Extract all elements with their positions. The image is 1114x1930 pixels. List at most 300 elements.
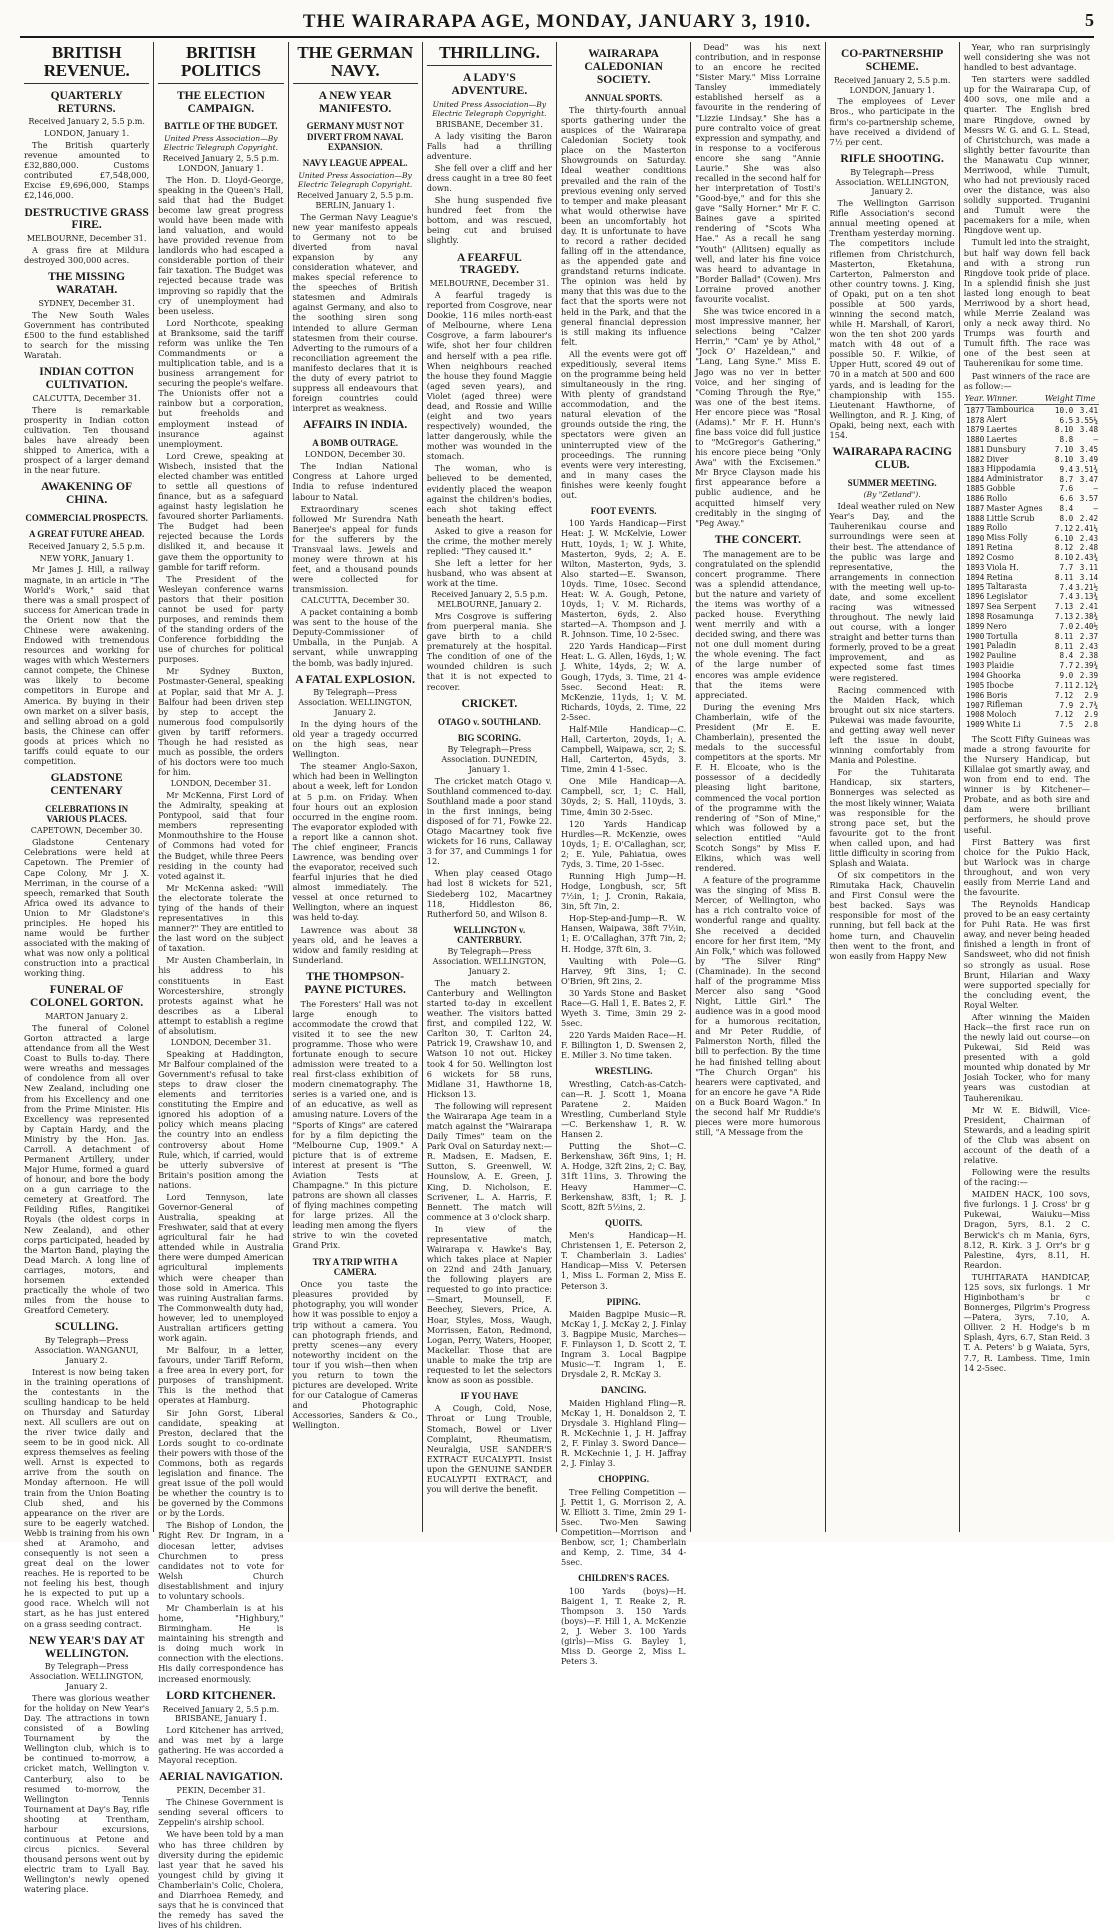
table-cell: Tortulla <box>986 631 1018 641</box>
table-cell: 8.7 <box>1059 474 1074 484</box>
dateline: Received January 2, 5.5 p.m. <box>28 117 145 127</box>
article-paragraph: 100 Yards Handicap—First Heat: J. W. McKelvie, Lower Hutt, 10yds, 1; W. J. White, Masterton, 9yds, 2; A. E. Wilton, Masterton, 9yds, 3. Also started—E. Swanson, 10yds. Time, 10sec. Second Heat: W. A. Gough, Petone, 10yds, 1; V. M. Richards, Masterton, 6yds, 2. Also started—A. Thompson and J. R. Johnson. Time, 10 2-5sec. <box>561 518 687 640</box>
table-cell: Taltarasta <box>986 582 1028 592</box>
table-cell: 7.11 <box>1054 680 1074 690</box>
article-paragraph: The match between Canterbury and Wellington started to-day in excellent weather. The visitors batted first, and compiled 122, W. Carlton 30, T. Carlton 24, Patrick 19, Crawshaw 10, and Watson 10 not out. Hickey took 4 for 50. Wellington lost 6 wickets for 58 runs, Midlane 31, Hawthorne 18, Hickson 13. <box>426 977 552 1099</box>
article-paragraph: Wrestling, Catch-as-Catch-can—R. J. Scott 1, Moana Paratene 2. Maiden Wrestling, Cumberland Style—C. Berkenshaw 1, R. W. Hansen 2. <box>561 1078 687 1140</box>
table-cell: 1907 <box>966 700 985 710</box>
article-paragraph: The President of the Wesleyan conference warns pastors that their position cannot be used for party purposes, and reminds them of the standing orders of the Conference forbidding the use of churches for political purposes. <box>158 573 284 665</box>
article-paragraph: She fell over a cliff and her dress caught in a tree 80 feet down. <box>426 162 552 194</box>
table-row <box>964 691 1099 701</box>
table-row <box>964 553 1099 563</box>
table-cell: Nero <box>986 621 1007 631</box>
headline: OTAGO v. SOUTHLAND. <box>437 716 541 727</box>
article-paragraph: The cricket match Otago v. Southland commenced to-day. Southland made a poor stand in the first innings, being disposed of for 71, Fowke 22. Otago Macartney took five wickets for 16 runs, Callaway 3 for 37, and Cummings 1 for 12. <box>426 775 552 867</box>
table-row <box>964 464 1099 474</box>
table-cell: 1909 <box>966 720 985 730</box>
dateline: Received January 2, 5.5 p.m. LONDON, January 1. <box>162 154 280 173</box>
headline: CHOPPING. <box>598 1474 649 1485</box>
table-cell: Viola H. <box>986 562 1019 572</box>
table-row <box>964 710 1099 720</box>
table-cell: 1884 <box>966 474 985 484</box>
article-paragraph: Racing commenced with the Maiden Hack, which brought out six nice starters. Pukewai was made favourite, and getting away well never left the issue in doubt, winning comfortably from Mania and Polestine. <box>829 684 955 766</box>
article-paragraph: She was twice encored in a most impressive manner, her selections being "Calzer Herrin," "Cam' ye by Athol," "Jock O' Hazeldean," and "Lang, Lang Syne." Miss E. Jago was no ver in better voice, and her singing of "Coming Through the Rye," was one of the best items. Her encore piece was "Rosal (Adams)." Mr F. H. Hunn's fine bass voice did full justice to "McGregor's Gathering," his encore piece being "Only Awa" with the Excisemen." Mr Bryce Clayson made his first appearance before a public audience, and he acquitted himself very creditably in the singing of "Peg Away." <box>695 306 821 528</box>
table-cell: 2.38 <box>1079 651 1099 661</box>
article-paragraph: All the events were got off expeditiously, several items on the programme being held simultaneously in the ring. With plenty of grandstand accommodation, and the natural elevation of the grounds outside the ring, the spectators were given an uninterrupted view of the proceedings. The running events were very interesting, and in many cases the finishes were keenly fought out. <box>561 348 687 500</box>
table-cell: 7.6 <box>1059 484 1074 494</box>
table-cell: 1899 <box>966 621 985 631</box>
headline: WAIRARAPA CALEDONIAN SOCIETY. <box>584 48 663 86</box>
table-cell: Boris <box>986 690 1008 700</box>
table-cell: 7.7 <box>1059 661 1074 671</box>
table-row <box>964 425 1099 435</box>
table-row <box>964 582 1099 592</box>
article-paragraph: The Hon. D. Lloyd-George, speaking in the Queen's Hall, said that had the Budget become law great progress would have been made with land valuation, and would have provided revenue from landlords who had escaped a considerable portion of their fair taxation. The Budget was rejected because trade was improving so rapidly that the cry of unemployment had been useless. <box>158 174 284 316</box>
article-paragraph: The Wellington Garrison Rifle Association's second annual meeting opened at Trentham yesterday morning. The competitors include riflemen from Christchurch, Masterton, Eketahuna, Carterton, Palmerston and other country towns. J. King, of Opaki, put on a ten shot possible at 500 yards, winning the second match, while H. Marshall, of Karori, won the ten shot 200 yards match with 48 out of a possible 50. F. Wilkie, of Upper Hutt, scored 49 out of 70 in a match at 500 and 600 yards, and is leading for the championship with 155. Lieutenant Hawthorne, of Wellington, and R. J. King, of Opaki, being next, each with 154. <box>829 198 955 440</box>
article-paragraph: For the Tuhitarata Handicap, six starters, Bonnerges was selected as the most likely winner, Waiata was responsible for the strong pace set, but the favourite got to the front when called upon, and had little difficulty in scoring from Splash and Waiata. <box>829 767 955 868</box>
headline: THRILLING. <box>427 44 552 66</box>
table-header-cell: Year. <box>964 393 986 405</box>
table-row <box>964 523 1099 533</box>
headline: BATTLE OF THE BUDGET. <box>164 121 278 132</box>
table-cell: 1881 <box>966 445 985 455</box>
table-cell: Master Agnes <box>986 503 1043 513</box>
article-paragraph: Vaulting with Pole—G. Harvey, 9ft 3ins, 1; C. O'Brien, 9ft 2ins, 2. <box>561 955 687 986</box>
article-paragraph: Tree Felling Competition — J. Pettit 1, G. Morrison 2, A. W. Elliott 3. Time, 2min 29 1-5sec. Two-Men Sawing Competition—Morrison and Benbow, scr, 1; Chamberlain and Kemp, 2. Time, 34 4-5sec. <box>561 1486 687 1568</box>
table-cell: 1904 <box>966 671 985 681</box>
credit-line: United Press Association—By Electric Telegraph Copyright. <box>297 170 413 189</box>
headline: NAVY LEAGUE APPEAL. <box>302 158 408 169</box>
table-cell: 8.4 <box>1059 651 1074 661</box>
table-cell: 9.0 <box>1059 671 1074 681</box>
table-cell: Miss Folly <box>986 533 1028 543</box>
table-header-cell: Winner. <box>985 393 1044 405</box>
column-7 <box>826 42 960 1532</box>
credit-line: United Press Association—By Electric Telegraph Copyright. <box>163 133 279 152</box>
table-cell: Alert <box>986 415 1007 425</box>
table-row <box>964 445 1099 455</box>
article-paragraph: Asked to give a reason for the crime, the mother merely replied: "They caused it." <box>426 525 552 557</box>
table-cell: — <box>1093 435 1099 445</box>
article-paragraph: Mr McKenna, First Lord of the Admiralty, speaking at Pontypool, said that four members representing Monmouthshire to the House of Commons had voted for the Budget, while three Peers residing in the county had voted against it. <box>158 790 284 881</box>
table-cell: Rollo <box>986 493 1008 503</box>
table-cell: 1892 <box>966 553 985 563</box>
dateline: MARTON January 2. <box>45 1012 129 1022</box>
table-cell: 8.0 <box>1059 513 1074 523</box>
table-header-cell: Time <box>1074 393 1099 405</box>
article-paragraph: Mr Austen Chamberlain, in his address to his constituents in East Worcestershire, strongly protests against what he describes as a Liberal attempt to establish a regime of absolutism. <box>158 955 284 1036</box>
table-row <box>964 514 1099 524</box>
table-row <box>964 720 1099 730</box>
article-paragraph: The steamer Anglo-Saxon, which had been in Wellington about a week, left for London at 5 p.m. on Friday. When four hours out an explosion occurred in the engine room. The evaporator exploded with a report like a cannon shot. The chief engineer, Francis Lawrence, was bending over the evaporator, received such fearful injuries that he died almost immediately. The vessel at once returned to Wellington, where an inquest was held to-day. <box>292 761 418 923</box>
table-cell: 2.39 <box>1079 671 1099 681</box>
article-paragraph: Lord Crewe, speaking at Wisbech, insisted that the elected chamber was entitled to settle all questions of finance, but as a safeguard against hasty legislation he favoured shorter Parliaments. The Budget had been rejected because the Lords disliked it, and because it gave them the opportunity to gamble for tariff reform. <box>158 450 284 572</box>
article-paragraph: Sir John Gorst, Liberal candidate, speaking at Preston, declared that the Lords sought to co-ordinate their powers with those of the Commons, both as regards legislation and finance. The great issue of the poll would be whether the country is to be governed by the Commons or by the Lords. <box>158 1407 284 1519</box>
table-cell: 10.0 <box>1054 405 1074 415</box>
article-paragraph: A Cough, Cold, Nose, Throat or Lung Trouble, Stomach, Bowel or Liver Complaint, Rheumatism, Neuralgia, USE SANDER'S EXTRACT EUCALYPTI. Insist upon the GENUINE SANDER EUCALYPTI EXTRACT, and you will derive the benefit. <box>426 1403 552 1495</box>
table-cell: 8.10 <box>1054 425 1074 435</box>
article-paragraph: Following were the results of the racing:— <box>963 1167 1090 1188</box>
headline: NEW YEAR'S DAY AT WELLINGTON. <box>28 1634 145 1660</box>
headline: A FEARFUL TRAGEDY. <box>456 251 522 277</box>
table-cell: Retina <box>986 543 1013 553</box>
headline: CELEBRATIONS IN VARIOUS PLACES. <box>45 803 129 825</box>
article-paragraph: Lord Tennyson, late Governor-General of Australia, speaking at Freshwater, said that at every agricultural fair he had attended while in Australia there were dumped American agricultural implements which were cheaper than those sold in America. This was ruining Australian farms. The Commonwealth duty had, however, led to unemployed Australian artificers getting work again. <box>158 1191 284 1343</box>
article-paragraph: The Chinese Government is sending several officers to Zeppelin's airship school. <box>158 1797 284 1828</box>
table-cell: 9.4 <box>1059 464 1074 474</box>
headline: AWAKENING OF CHINA. <box>41 481 133 507</box>
table-row <box>964 651 1099 661</box>
dateline: By Telegraph—Press Association. WELLINGTON, January 2. <box>29 1662 144 1692</box>
article-paragraph: Dead" was his next contribution, and in response to an encore he recited "Sister Mary." Miss Lorraine Tansley immediately established herself as a favourite in the rendering of "Lizzie Lindsay." She has a pure contralto voice of great expression and sympathy, and in response to a vociferous encore she sang "Annie Laurie." She was also recalled in the second half for her interpretation of Tosti's "Good-bye," and for this she gave "Sally Horner." Mr F. C. Baines gave a spirited rendering of "Scots Wha Hae." As a recall he sang "Youth" (Allitsen) equally as well, and later his fine voice was heard to advantage in "Border Ballad" (Cowen). Mrs Lorraine proved another favourite vocalist. <box>695 42 821 304</box>
table-cell: 1878 <box>966 415 985 425</box>
article-paragraph: Interest is now being taken in the training operations of the contestants in the sculling handicap to be held on Thursday and Saturday next. All scullers are out on the river twice daily and seem to be in good nick. All express themselves as feeling well. Arnst is expected to arrive from the south on Monday afternoon. He will train from the Union Boating Club shed, and his appearance on the river are sure to be eagerly watched. Webb is training from his own shed at Aramoho, and consequently is not seen a great deal on the lower reaches. He is reported to be not feeling his best, though he is expected to put up a good race. Whelch will not start, as he has just entered on a grass seeding contract. <box>24 1366 150 1629</box>
table-cell: 1879 <box>966 425 985 435</box>
table-cell: 1887 <box>966 504 985 514</box>
table-row <box>964 592 1099 602</box>
table-cell: 2.8 <box>1084 720 1099 730</box>
article-paragraph: MAIDEN HACK, 100 sovs, five furlongs. 1 J. Cross' br g Pukewai, Waiuku—Miss Dragon, 5yrs, 8.1. 2 C. Berwick's ch m Mania, 6yrs, 8.12, R. Kirk. 3 J. Orr's br g Palestine, 4yrs, 8.11, H. Reardon. <box>963 1189 1090 1270</box>
table-cell: 3.48 <box>1079 425 1099 435</box>
table-cell: 7.13 <box>1054 612 1074 622</box>
headline: THE ELECTION CAMPAIGN. <box>176 89 265 115</box>
table-cell: 2.41 <box>1079 602 1099 612</box>
column-8 <box>960 42 1099 1532</box>
table-cell: 7.10 <box>1054 445 1074 455</box>
table-cell: Laertes <box>986 434 1018 444</box>
article-paragraph: The funeral of Colonel Gorton attracted a large attendance from all the West Coast to Bulls to-day. There were wreaths and messages of condolence from all over New Zealand, including one from his Excellency and one from the Prime Minister. His Excellency was represented by Captain Hardy, and the Ministry by the Hon. Jas. Carroll. A detachment of Permanent Artillery, under Major Hume, formed a guard of honour, and bore the body on a gun carriage to the cemetery at Greatford. The Feilding Rifles, Rangitikei Royals (the oldest corps in New Zealand), and other corps participated, headed by the Marton Band, playing the Dead March. A long line of carriages, motors, and horsemen extended practically the whole of two miles from the house to Greatford Cemetery. <box>24 1022 150 1316</box>
table-cell: 2.12¾ <box>1075 680 1099 690</box>
table-cell: 7.7 <box>1059 562 1074 572</box>
table-cell: — <box>1093 484 1099 494</box>
table-cell: 1906 <box>966 690 985 700</box>
table-row <box>964 700 1099 710</box>
dateline: By Telegraph—Press Association. DUNEDIN, January 1. <box>441 745 538 774</box>
table-cell: 7.0 <box>1059 621 1074 631</box>
headline: CO-PARTNERSHIP SCHEME. <box>841 48 944 73</box>
article-paragraph: Men's Handicap—H. Christensen 1, E. Peterson 2, T. Chamberlain 3. Ladies' Handicap—Miss V. Petersen 1, Miss L. Forman 2, Miss E. Peterson 3. <box>561 1230 687 1291</box>
headline: BRITISH POLITICS <box>158 44 283 84</box>
article-paragraph: Maiden Highland Fling—R. McKay 1, H. Donaldson 2, T. Drysdale 3. Highland Fling—R. McKechnie 1, J. H. Jaffray 2, F. Finlay 3. Sword Dance—R. McKechnie 1, J. H. Jaffray 2, J. Finlay 3. <box>561 1397 687 1469</box>
article-paragraph: The German Navy League's new year manifesto appeals to Germany not to be diverted from naval expansion by any consideration whatever, and makes special reference to the speeches of British statesmen and Admirals against Germany, and also to the soothing siren song intended to allure German statesmen from their course. Adverting to the rumours of a reconciliation agreement the manifesto declares that it is the duty of every patriot to suppress all endeavours that foreign countries could interpret as weakness. <box>292 211 418 414</box>
table-cell: 1905 <box>966 680 985 690</box>
headline: INDIAN COTTON CULTIVATION. <box>39 366 134 392</box>
table-row <box>964 671 1099 681</box>
article-paragraph: Tumult led into the straight, but half way down fell back and with a strong run Ringdove took pride of place. In a splendid finish she just lasted long enough to beat Merriwood by a short head, while Merrie Zealand was only a neck away third. No Trumps was fourth and Tumult fifth. The race was one of the best seen at Tauherenikau for some time. <box>963 237 1090 369</box>
headline: A LADY'S ADVENTURE. <box>451 71 528 97</box>
article-paragraph: Of six competitors in the Rimutaka Hack, Chauvelin and First Consul were the best backed. Says was responsible for most of the running, but fell back at the home turn, and Chauvelin then went to the front, and won easily from Happy New <box>829 870 955 961</box>
headline: IF YOU HAVE <box>460 1391 519 1402</box>
table-cell: 7.13 <box>1054 602 1074 612</box>
credit-line: United Press Association—By Electric Telegraph Copyright. <box>432 99 547 118</box>
table-cell: 8.4 <box>1059 504 1074 514</box>
headline: BRITISH REVENUE. <box>24 44 149 84</box>
headline: A NEW YEAR MANIFESTO. <box>318 89 392 115</box>
table-cell: 3.21½ <box>1075 582 1099 592</box>
table-row <box>964 622 1099 632</box>
article-paragraph: Speaking at Haddington, Mr Balfour complained of the Government's refusal to take steps to draw closer the elements and territories constituting the Empire and ignored his adoption of a policy which means placing the country into an endless controversy about Home Rule, which, if carried, would be utterly subversive of Britain's position among the nations. <box>158 1048 284 1190</box>
table-cell: 1890 <box>966 533 985 543</box>
table-row <box>964 641 1099 651</box>
table-header-cell: Weight <box>1044 393 1074 405</box>
article-paragraph: Hop-Step-and-Jump—R. W. Hansen, Waipawa, 38ft 7½in, 1; E. O'Callaghan, 37ft 7in, 2; H. Hodge, 37ft 6in, 3. <box>561 913 687 954</box>
article-paragraph: The Reynolds Handicap proved to be an easy certainty for Puhi Rata. He was first away, and never being headed finished a length in front of Sandsweet, who did not finish so strongly as usual. Rose Brunt, Hilarian and Waxy were supported specially for the concluding event, the Royal Welter. <box>963 899 1090 1010</box>
column-2 <box>154 42 288 1930</box>
article-paragraph: Year, who ran surprisingly well considering she was not handled to best advantage. <box>963 42 1090 73</box>
column-4 <box>423 42 557 1532</box>
article-paragraph: The British quarterly revenue amounted to £32,880,000. Customs contributed £7,548,000, Excise £9,696,000, Stamps £2,146,000. <box>24 140 150 201</box>
headline: AFFAIRS IN INDIA. <box>302 419 408 432</box>
table-row <box>964 405 1099 415</box>
table-cell: Pauline <box>986 651 1017 661</box>
table-cell: Legislator <box>986 592 1028 602</box>
table-cell: 8.11 <box>1054 572 1074 582</box>
column-6 <box>691 42 825 1532</box>
article-paragraph: A lady visiting the Baron Falls had a thrilling adventure. <box>426 130 552 161</box>
table-row <box>964 612 1099 622</box>
table-cell: 2.48 <box>1079 543 1099 553</box>
table-cell: Rifleman <box>986 700 1023 710</box>
table-cell: 2.9 <box>1084 690 1099 700</box>
page-number: 5 <box>1085 10 1094 30</box>
table-row <box>964 415 1099 425</box>
table-row <box>964 494 1099 504</box>
table-row <box>964 543 1099 553</box>
table-cell: 2.7¾ <box>1079 700 1099 710</box>
article-paragraph: The New South Wales Government has contributed £500 to the fund established to search for the missing Waratah. <box>24 309 150 361</box>
table-cell: 6.6 <box>1059 494 1074 504</box>
table-cell: Hippodamia <box>986 464 1036 474</box>
article-paragraph: Maiden Bagpipe Music—R. McKay 1, J. McKay 2, J. Finlay 3. Bagpipe Music, Marches—F. Finlayson 1, D. Scott 2, T. Ingram 3. Local Bagpipe Music—T. Ingram 1, E. Drysdale 2, R. McKay 3. <box>561 1308 687 1380</box>
table-cell: 2.43¾ <box>1075 553 1099 563</box>
article-paragraph: In view of the representative match, Wairarapa v. Hawke's Bay, which takes place at Napier on 22nd and 24th January, the following players are requested to go into practice:—Smart, Mounsell, F. Beechey, Sievers, Price, A. Hoar, Styles, Moss, Waugh, Morrissen, Eaton, Redmond, Logan, Perry, Waters, Hooper, Mackellar. Those that are unable to make the trip are requested to let the selectors know as soon as possible. <box>426 1223 552 1385</box>
article-paragraph: A packet containing a bomb was sent to the house of the Deputy-Commissioner of Umballa, in the Punjab. A servant, while unwrapping the bomb, was badly injured. <box>292 607 418 668</box>
table-cell: 1900 <box>966 631 985 641</box>
table-cell: 1908 <box>966 710 985 720</box>
table-row <box>964 563 1099 573</box>
table-row <box>964 632 1099 642</box>
table-row <box>964 474 1099 484</box>
table-cell: 3.49 <box>1079 454 1099 464</box>
table-cell: 1893 <box>966 562 985 572</box>
article-paragraph: The management are to be congratulated on the splendid concert programme. There was a splendid attendance, but the nature and variety of the items was worthy of a packed house. Everything went merrily and with a decided swing, and there was not one dull moment during the whole evening. The fact of the large number of encores was ample evidence that the items were appreciated. <box>695 548 821 700</box>
table-cell: Rollo <box>986 523 1008 533</box>
table-row <box>964 455 1099 465</box>
headline: A GREAT FUTURE AHEAD. <box>29 529 145 540</box>
headline: PIPING. <box>606 1296 641 1307</box>
headline: CRICKET. <box>461 697 518 710</box>
credit-line: (By "Zetland"). <box>863 490 921 500</box>
article-paragraph: 100 Yards (boys)—H. Baigent 1, T. Reake 2, R. Thompson 3. 150 Yards (boys)—F. Hill 1, A. McKenzie 2, J. Weber 3. 100 Yards (girls)—Miss G. Bayley 1, Miss D. George 2, Miss L. Peters 3. <box>561 1585 687 1667</box>
article-paragraph: Running High Jump—H. Hodge, Longbush, scr, 5ft 7½in, 1; J. Cronin, Rakaia, 3in, 5ft 7in, 2. <box>561 871 687 912</box>
headline: THE GERMAN NAVY. <box>293 44 418 84</box>
table-cell: 2.40½ <box>1075 621 1099 631</box>
table-cell: — <box>1093 504 1099 514</box>
article-paragraph: Once you taste the pleasures provided by photography, you will wonder how it was possible to enjoy a trip without a camera. You can photograph friends, and pretty scenes—any every noteworthy incident on the tour if you wish—then when you return to town the pictures are developed. Write for our Catalogue of Cameras and Photographic Accessories, Sanders & Co., Wellington. <box>292 1279 418 1431</box>
table-cell: 7.4 <box>1059 592 1074 602</box>
dateline: Received January 2, 5.5 p.m. MELBOURNE, January 2. <box>431 590 548 610</box>
article-paragraph: Mr James J. Hill, a railway magnate, in an article in "The World's Work," said that there was a small prospect of success for American trade in the Orient now that the Chinese were awakening. Endowed with tremendous resources and working for wages with which Westerners cannot compete, the Chinese was likely to become competitors in Europe and America. By buying in their own market on a silver basis, and selling abroad on a gold basis, the Chinese can offer goods at prices which no tariffs could equate to our competition. <box>24 564 150 766</box>
article-paragraph: Ten starters were saddled up for the Wairarapa Cup, of 400 sovs, one mile and a quarter. The English bred mare Ringdove, owned by Messrs W. G. and G. L. Stead, of Christchurch, was made a slightly better favourite than the Manawatu Cup winner, Merriwood, while Tumult, who had not previously raced over the distance, was also solidly supported. Truganini and Tumult were the pacemakers for a mile, when Ringdove went up. <box>963 74 1090 236</box>
table-row <box>964 435 1099 445</box>
article-paragraph: The following will represent the Wairarapa Age team in a match against the "Wairarapa Daily Times" team on the Park Oval on Saturday next:—R. Madsen, E. Madsen, E. Sutton, S. Greenwell, W. Hounslow, A. E. Green, J. King, D. Nicholson, E. Scrivener, L. A. Harris, F. Bennett. The match will commence at 3 o'clock sharp. <box>426 1100 552 1222</box>
article-paragraph: Mr Sydney Buxton, Postmaster-General, speaking at Poplar, said that Mr A. J. Balfour had been driven step by step to accept the numerous food compulsorily given by tariff reformers. Though he had resisted as much as possible, the orders of his doctors were too much for him. <box>158 666 284 778</box>
headline: CHILDREN'S RACES. <box>578 1573 670 1584</box>
headline: RIFLE SHOOTING. <box>840 152 944 165</box>
table-cell: 1901 <box>966 641 985 651</box>
article-paragraph: Lord Northcote, speaking at Branksome, said the tariff reform was unlike the Ten Commandments or a multiplication table, and is a business arrangement for securing the people's welfare. The Unionists offer not a rainbow but a corporation, but freeholds and employment instead of insurance against unemployment. <box>158 317 284 449</box>
table-cell: 2.43 <box>1079 533 1099 543</box>
table-cell: 2.43 <box>1079 641 1099 651</box>
table-caption: Past winners of the race are as follow:— <box>963 370 1090 391</box>
headline: THE CONCERT. <box>714 533 802 546</box>
dateline: LONDON, December 31. <box>170 779 272 789</box>
table-row <box>964 602 1099 612</box>
table-cell: 3.41 <box>1079 405 1099 415</box>
table-cell: 1897 <box>966 602 985 612</box>
article-paragraph: The woman, who is believed to be demented, evidently placed the weapon against the children's bodies, each shot taking effect beneath the heart. <box>426 463 552 524</box>
table-cell: Little Scrub <box>986 513 1035 523</box>
table-cell: White Li <box>986 719 1021 729</box>
table-cell: Sea Serpent <box>986 602 1037 612</box>
table-cell: 3.13¾ <box>1075 592 1099 602</box>
results-table-block <box>963 370 1099 730</box>
table-cell: 7.12 <box>1054 690 1074 700</box>
table-cell: 1885 <box>966 484 985 494</box>
article-paragraph: She left a letter for her husband, who was absent at work at the time. <box>426 558 552 589</box>
headline: AERIAL NAVIGATION. <box>159 1771 283 1784</box>
table-cell: 8.10 <box>1054 454 1074 464</box>
article-paragraph: One Mile Handicap—A. Campbell, scr, 1; C. Hall, 30yds, 2; S. Hall, 110yds, 3. Time, 4min 30 2-5sec. <box>561 776 687 817</box>
article-paragraph: The Scott Fifty Guineas was made a strong favourite for the Nursery Handicap, but Killalae got smartly away, and won from end to end. The winner is by Kitchener—Probate, and as both sire and dam were brilliant performers, he should prove useful. <box>963 733 1090 835</box>
table-cell: Diver <box>986 454 1009 464</box>
table-cell: Paladin <box>986 641 1017 651</box>
article-paragraph: She hung suspended five hundred feet from the bottom, and was rescued, being cut and bruised slightly. <box>426 195 552 246</box>
article-paragraph: Mr McKenna asked: "Will the electorate tolerate the tying of the hands of their representatives in this manner?" They are entitled to the last word on the subject of taxation. <box>158 882 284 954</box>
table-cell: 3.55¼ <box>1075 415 1099 425</box>
dateline: LONDON, January 1. <box>44 129 130 139</box>
table-cell: 3.45 <box>1079 445 1099 455</box>
dateline: CALCUTTA, December 31. <box>32 394 141 404</box>
table-cell: 1888 <box>966 513 985 523</box>
dateline: By Telegraph—Press Association. WELLINGTON, January 2. <box>432 947 547 977</box>
table-row <box>964 573 1099 583</box>
table-cell: 7.12 <box>1054 710 1074 720</box>
columns-container <box>20 42 1099 1930</box>
table-cell: 1903 <box>966 661 985 671</box>
table-cell: Retina <box>986 572 1013 582</box>
table-cell: 3.14 <box>1079 572 1099 582</box>
article-paragraph: We have been told by a man who has three children by diversity during the epidemic last year that he saved his youngest child by giving it Chamberlain's Colic, Cholera, and Diarrhoea Remedy, and says that he is convinced that the remedy has saved the lives of his children. <box>158 1829 284 1930</box>
table-cell: 2.39¾ <box>1075 661 1099 671</box>
headline: THE THOMPSON-PAYNE PICTURES. <box>304 970 406 996</box>
article-paragraph: In the dying hours of the old year a tragedy occurred on the high seas, near Wellington. <box>292 718 418 760</box>
article-paragraph: Lawrence was about 38 years old, and he leaves a widow and family residing at Sunderland. <box>292 924 418 965</box>
table-cell: Ibocbe <box>986 680 1014 690</box>
article-paragraph: Mr Chamberlain is at his home, "Highbury," Birmingham. He is maintaining his strength and is doing much work in connection with the elections. His daily correspondence has increased enormously. <box>158 1603 284 1684</box>
dateline: BRISBANE, December 31. <box>435 119 543 129</box>
table-cell: Plaidie <box>986 661 1015 671</box>
article-paragraph: The employees of Lever Bros., who participate in the firm's co-partnership scheme, have received a dividend of 7½ per cent. <box>829 96 955 147</box>
table-cell: 2.42 <box>1079 513 1099 523</box>
headline: BIG SCORING. <box>457 732 521 743</box>
dateline: By Telegraph—Press Association. WELLINGTON, January 2. <box>298 688 412 718</box>
masthead-title: THE WAIRARAPA AGE, MONDAY, JANUARY 3, 1910. <box>302 11 812 32</box>
table-cell: Moloch <box>986 710 1017 720</box>
article-paragraph: 30 Yards Stone and Basket Race—G. Hall 1, E. Bates 2, F. Wyeth 3. Time, 3min 29 2-5sec. <box>561 987 687 1029</box>
table-row <box>964 533 1099 543</box>
table-cell: 6.10 <box>1054 533 1074 543</box>
masthead <box>20 8 1094 38</box>
article-paragraph: Half-Mile Handicap—C. Hall, Carterton, 20yds, 1; A. Campbell, Waipawa, scr, 2; S. Hall, Carterton, 45yds, 3. Time, 2min 4 1-5sec. <box>561 723 687 775</box>
article-paragraph: Putting the Shot—C. Berkenshaw, 36ft 9ins, 1; H. A. Hodge, 32ft 2ins, 2; C. Bay, 31ft 11ins, 3. Throwing the Heavy Hammer—C. Berkenshaw, 83ft, 1; R. J. Scott, 82ft 5½ins, 2. <box>561 1141 687 1212</box>
article-paragraph: There is remarkable prosperity in Indian cotton cultivation. Ten thousand bales have already been shipped to America, with a prospect of a larger demand in the near future. <box>24 404 150 476</box>
dateline: MELBOURNE, December 31. <box>26 234 147 244</box>
headline: SUMMER MEETING. <box>847 477 937 488</box>
table-cell: 6.5 <box>1059 415 1074 425</box>
headline: WAIRARAPA RACING CLUB. <box>832 446 952 471</box>
table-cell: 1896 <box>966 592 985 602</box>
table-cell: 8.10 <box>1054 553 1074 563</box>
article-paragraph: First Battery was first choice for the Pukio Hack, but Warlock was in charge throughout, and won very easily from Merrie Land and the favourite. <box>963 836 1090 897</box>
table-row <box>964 504 1099 514</box>
article-paragraph: The thirty-fourth annual sports gathering under the auspices of the Wairarapa Caledonian Society took place on the Masterton Showgrounds on Saturday. Ideal weather conditions prevailed and the rain of the previous evening only served to temper and make pleasant what would otherwise have been an uncomfortably hot day. It is unfortunate to have to record a rather decided falling off in the attendance, as the appended gate and grandstand returns indicate. The opinion was held by many that this was due to the fact that the sports were not held in the Park, and that the general financial depression is still making its influence felt. <box>561 104 687 347</box>
table-cell: 7.4 <box>1059 582 1074 592</box>
headline: A BOMB OUTRAGE. <box>312 438 398 449</box>
table-cell: 8.12 <box>1054 543 1074 553</box>
table-cell: 2.37 <box>1079 631 1099 641</box>
table-cell: 8.8 <box>1059 435 1074 445</box>
headline: QUARTERLY RETURNS. <box>50 89 123 115</box>
article-paragraph: 120 Yards Handicap Hurdles—R. McKenzie, owes 10yds, 1; E. O'Callaghan, scr, 2; E. Yule, Pahiatua, owes 7yds, 3. Time, 20 1-5sec. <box>561 818 687 869</box>
headline: WRESTLING. <box>594 1066 653 1077</box>
headline: COMMERCIAL PROSPECTS. <box>25 513 148 524</box>
headline: DESTRUCTIVE GRASS FIRE. <box>24 206 149 232</box>
headline: GLADSTONE CENTENARY <box>50 772 123 797</box>
table-row <box>964 484 1099 494</box>
article-paragraph: Gladstone Centenary Celebrations were held at Capetown. The Premier of Cape Colony, Mr J. X. Merriman, in the course of a speech, remarked that South Africa owed its advance to Union to Mr Gladstone's principles. He hoped his name would be further associated with the making of what was now only a political construction into a practical working thing. <box>24 837 150 979</box>
table-cell: Laertes <box>986 425 1018 435</box>
table-cell: 1877 <box>966 405 985 415</box>
table-cell: 1902 <box>966 651 985 661</box>
table-cell: Tambourica <box>986 405 1035 415</box>
article-paragraph: The Foresters' Hall was not large enough to accommodate the crowd that visited it to see the new programme. Those who were fortunate enough to secure admission were treated to a real first-class exhibition of modern cinematography. The series is a varied one, and is of an educative, as well as amusing nature. Lovers of the "Sports of Kings" are catered for by a film depicting the "Melbourne Cup, 1909." A picture that is of extreme interest at present is "The Aviation Tests at Champagne." In this picture patrons are shown all classes of flying machines competing for large prizes. All the leading men among the flyers strive to win the coveted Grand Prix. <box>292 998 418 1251</box>
article-paragraph: 220 Yards Maiden Race—H. F. Billington 1, D. Swensen 2, E. Miller 3. No time taken. <box>561 1030 687 1061</box>
table-cell: 1880 <box>966 435 985 445</box>
headline: FUNERAL OF COLONEL GORTON. <box>30 984 144 1010</box>
headline: SCULLING. <box>55 1321 119 1334</box>
article-paragraph: Extraordinary scenes followed Mr Surendra Nath Banerjee's appeal for funds for the sufferers by the Transvaal laws. Jewels and money were thrown at his feet, and a thousand pounds were collected for transmission. <box>292 503 418 595</box>
dateline: CALCUTTA, December 30. <box>301 596 410 606</box>
table-cell: Gobble <box>986 484 1016 494</box>
article-paragraph: A fearful tragedy is reported from Cosgrove, near Dookie, 116 miles north-east of Melbourne, where Lena Cosgrove, a farm labourer's wife, shot her four children and herself with a pea rifle. When neighbours reached the house they found Maggie (aged seven years), and Violet (aged three) were dead, and Rossie and Willie (eight and two years respectively) wounded, the latter dangerously, while the mother was wounded in the stomach. <box>426 290 552 462</box>
column-1 <box>20 42 154 1895</box>
article-paragraph: Mrs Cosgrove is suffering from puerperal mania. She gave birth to a child prematurely at the hospital. The condition of one of the wounded children is such that it is not expected to recover. <box>426 611 552 692</box>
table-cell: Rosamunga <box>986 611 1034 621</box>
table-cell: 7.12 <box>1054 523 1074 533</box>
headline: THE MISSING WARATAH. <box>48 271 126 297</box>
dateline: Received January 2, 5.5 p.m. BRISBANE, January 1. <box>162 1704 280 1724</box>
table-cell: 1883 <box>966 464 985 474</box>
article-paragraph: The Bishop of London, the Right Rev. Dr Ingram, in a diocesan letter, advises Churchmen to press candidates not to vote for Welsh Church disestablishment and injury to voluntary schools. <box>158 1520 284 1601</box>
article-paragraph: During the evening Mrs Chamberlain, wife of the President (Mr E. E. Chamberlain), presented the medals to the successful competitors at the sports. Mr F. H. Elcoate, who is the possessor of a decidedly pleasing light baritone, commenced the vocal portion of the programme with the rendering of "Son of Mine," which was followed by a selection entitled "Auld Scotch Songs" by Miss F. Elkins, which was well rendered. <box>695 701 821 874</box>
column-3 <box>289 42 423 1532</box>
table-cell: 2.9 <box>1084 710 1099 720</box>
article-paragraph: A feature of the programme was the singing of Miss B. Mercer, of Wellington, who has a rich contralto voice of wonderful range and quality. She received a decided encore for her first item, "My Ain Folk," which was followed by "The Silver Ring" (Chaminade). In the second half of the programme Miss Mercer also sang "Good Night, Little Girl." The audience was in a good mood for a humorous recitation, and Mr Peter Ruddie, of Palmerston North, filled the bill to perfection. By the time he had finished telling about "The Church Organ" his hearers were captivated, and for an encore he gave "A Ride on a Buck Board Wagon." In the second half Mr Ruddie's pieces were more humorous still, "A Message from the <box>695 875 821 1138</box>
table-cell: 3.57 <box>1079 494 1099 504</box>
table-cell: 1891 <box>966 543 985 553</box>
table-cell: 8.11 <box>1054 631 1074 641</box>
